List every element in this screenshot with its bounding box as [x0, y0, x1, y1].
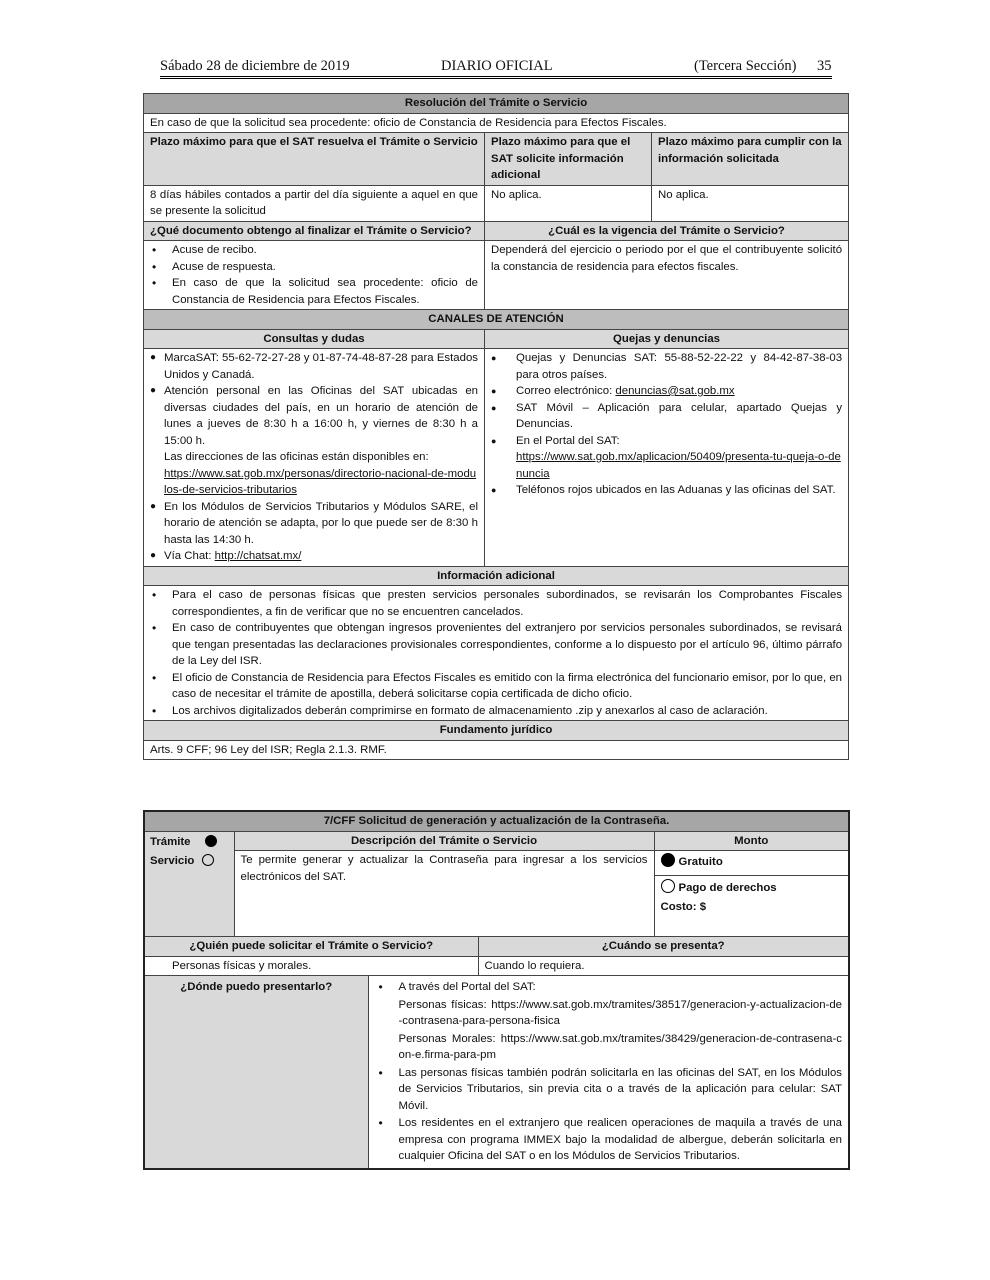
portal-label: • A través del Portal del SAT: [398, 981, 536, 993]
portal-link[interactable]: https://www.sat.gob.mx/aplicacion/50409/presenta-tu-queja-o-denuncia [516, 451, 841, 480]
vigencia-header: ¿Cuál es la vigencia del Trámite o Servicio? [485, 221, 849, 241]
tipo-cell [144, 831, 234, 937]
header-rule [160, 76, 832, 77]
header-rule-double [160, 78, 832, 79]
documentos-cell [144, 241, 485, 310]
list-item: ● MarcaSAT: 55-62-72-27-28 y 01-87-74-48-87-28 para Estados Unidos y Canadá. [150, 350, 478, 383]
list-item [491, 433, 842, 483]
tramite-radio-icon [205, 835, 217, 847]
donde-cell [368, 976, 849, 1169]
chat-link[interactable]: http://chatsat.mx/ [214, 550, 302, 562]
info-cell [144, 586, 849, 721]
list-item [150, 383, 478, 499]
list-item: • Los residentes en el extranjero que realicen operaciones de maquila a través de una empresa con programa IMMEX bajo la modalidad de albergue, deberán solicitarla en cualquier Oficina del SAT o en los Módulos de Servicios Tributarios. [377, 1115, 843, 1165]
plazo-info-value: No aplica. [485, 185, 652, 221]
header-page-number: 35 [817, 58, 832, 74]
correo-link[interactable]: denuncias@sat.gob.mx [615, 385, 735, 397]
pago-radio-icon [661, 879, 675, 893]
plazo-sat-value: 8 días hábiles contados a partir del día siguiente a aquel en que se presente la solicitud [144, 185, 485, 221]
tramite-label: Trámite [150, 835, 191, 848]
list-item: • Acuse de respuesta. [150, 259, 478, 276]
list-item: ● En los Módulos de Servicios Tributarios y Módulos SARE, el horario de atención se adapta, por lo que puede ser de 8:30 h hasta las 14:30 h. [150, 499, 478, 549]
list-item: • El oficio de Constancia de Residencia para Efectos Fiscales es emitido con la firma electrónica del funcionario emisor, por lo que, en caso de necesitar el trámite de apostilla, deberá solicitarse copia certificada de dicho oficio. [150, 670, 842, 703]
chat-label: Vía Chat: [164, 550, 215, 562]
gratuito-option [655, 851, 849, 876]
password-table [143, 810, 850, 1170]
plazo-info-header: Plazo máximo para que el SAT solicite información adicional [485, 133, 652, 186]
vigencia-value: Dependerá del ejercicio o periodo por el que el contribuyente solicitó la constancia de residencia para efectos fiscales. [485, 241, 849, 310]
consultas-cell [144, 349, 485, 567]
header-date: Sábado 28 de diciembre de 2019 [160, 58, 350, 74]
list-item: • En caso de contribuyentes que obtengan ingresos provenientes del extranjero por servicios personales subordinados, se revisará que tengan presentadas las declaraciones provisionales correspondientes, conforme a lo dispuesto por el artículo 96, último párrafo de la Ley del ISR. [150, 620, 842, 670]
list-item: ● Teléfonos rojos ubicados en las Aduanas y las oficinas del SAT. [491, 482, 842, 499]
direcciones-link[interactable]: https://www.sat.gob.mx/personas/directorio-nacional-de-modulos-de-servicios-tributarios [164, 467, 477, 496]
monto-header: Monto [654, 831, 849, 851]
info-title: Información adicional [144, 566, 849, 586]
plazo-cumplir-header: Plazo máximo para cumplir con la información solicitada [652, 133, 849, 186]
list-item [491, 383, 842, 400]
list-item [377, 979, 843, 1064]
list-item: • Acuse de recibo. [150, 242, 478, 259]
pago-option [655, 876, 849, 920]
direcciones-text: Las direcciones de las oficinas están disponibles en: [164, 451, 429, 463]
documento-header: ¿Qué documento obtengo al finalizar el Trámite o Servicio? [144, 221, 485, 241]
resolucion-text: En caso de que la solicitud sea procedente: oficio de Constancia de Residencia para Efectos Fiscales. [144, 113, 849, 133]
list-item: • En caso de que la solicitud sea procedente: oficio de Constancia de Residencia para Efectos Fiscales. [150, 275, 478, 308]
list-item: • Los archivos digitalizados deberán comprimirse en formato de almacenamiento .zip y anexarlos al caso de aclaración. [150, 703, 842, 720]
gratuito-radio-icon [661, 853, 675, 867]
list-item: ● Quejas y Denuncias SAT: 55-88-52-22-22 y 84-42-87-38-03 para otros países. [491, 350, 842, 383]
fundamento-title: Fundamento jurídico [144, 721, 849, 741]
cuando-header: ¿Cuándo se presenta? [478, 937, 849, 957]
header-section: (Tercera Sección) [694, 58, 797, 74]
fundamento-text: Arts. 9 CFF; 96 Ley del ISR; Regla 2.1.3. RMF. [144, 740, 849, 760]
gratuito-label: Gratuito [678, 856, 723, 868]
resolucion-title: Resolución del Trámite o Servicio [144, 94, 849, 114]
quien-value: Personas físicas y morales. [144, 956, 478, 976]
costo-label: Costo: $ [660, 901, 707, 913]
plazo-sat-header: Plazo máximo para que el SAT resuelva el Trámite o Servicio [144, 133, 485, 186]
descripcion-header: Descripción del Trámite o Servicio [234, 831, 654, 851]
quejas-header: Quejas y denuncias [485, 329, 849, 349]
portal-text: En el Portal del SAT: [516, 434, 620, 447]
descripcion-text: Te permite generar y actualizar la Contraseña para ingresar a los servicios electrónicos del SAT. [234, 851, 654, 937]
cuando-value: Cuando lo requiera. [478, 956, 849, 976]
list-item: ● SAT Móvil – Aplicación para celular, apartado Quejas y Denuncias. [491, 400, 842, 433]
quejas-cell [485, 349, 849, 567]
list-item: • Las personas físicas también podrán solicitarla en las oficinas del SAT, en los Módulos de Servicios Tributarios, sin previa cita o a través de la aplicación para celular: SAT Móvil. [377, 1065, 843, 1115]
correo-label: Correo electrónico: [516, 385, 616, 397]
tramite-title: 7/CFF Solicitud de generación y actualización de la Contraseña. [144, 811, 849, 831]
servicio-radio-icon [202, 854, 214, 866]
header-title: DIARIO OFICIAL [441, 58, 553, 74]
monto-cell [654, 851, 849, 937]
list-item [150, 548, 478, 565]
donde-header: ¿Dónde puedo presentarlo? [144, 976, 368, 1169]
list-item: • Para el caso de personas físicas que presten servicios personales subordinados, se revisarán los Comprobantes Fiscales correspondientes, a fin de verificar que no se encuentren cancelados. [150, 587, 842, 620]
fisicas-link[interactable]: Personas físicas: https://www.sat.gob.mx/tramites/38517/generacion-y-actualizacion-de-contrasena-para-persona-fisica [398, 998, 842, 1027]
consultas-header: Consultas y dudas [144, 329, 485, 349]
canales-title: CANALES DE ATENCIÓN [144, 310, 849, 330]
pago-label: Pago de derechos [678, 882, 777, 894]
atencion-text: Atención personal en las Oficinas del SAT ubicadas en diversas ciudades del país, en un horario de atención de lunes a jueves de 8:30 h a 16:00 h, y viernes de 8:30 h a 15:00 h. [164, 385, 478, 447]
plazo-cumplir-value: No aplica. [652, 185, 849, 221]
servicio-label: Servicio [150, 854, 195, 867]
page-header [160, 56, 832, 78]
quien-header: ¿Quién puede solicitar el Trámite o Servicio? [144, 937, 478, 957]
morales-link[interactable]: Personas Morales: https://www.sat.gob.mx/tramites/38429/generacion-de-contrasena-con-e.firma-para-pm [398, 1032, 842, 1061]
resolution-table [143, 93, 849, 760]
